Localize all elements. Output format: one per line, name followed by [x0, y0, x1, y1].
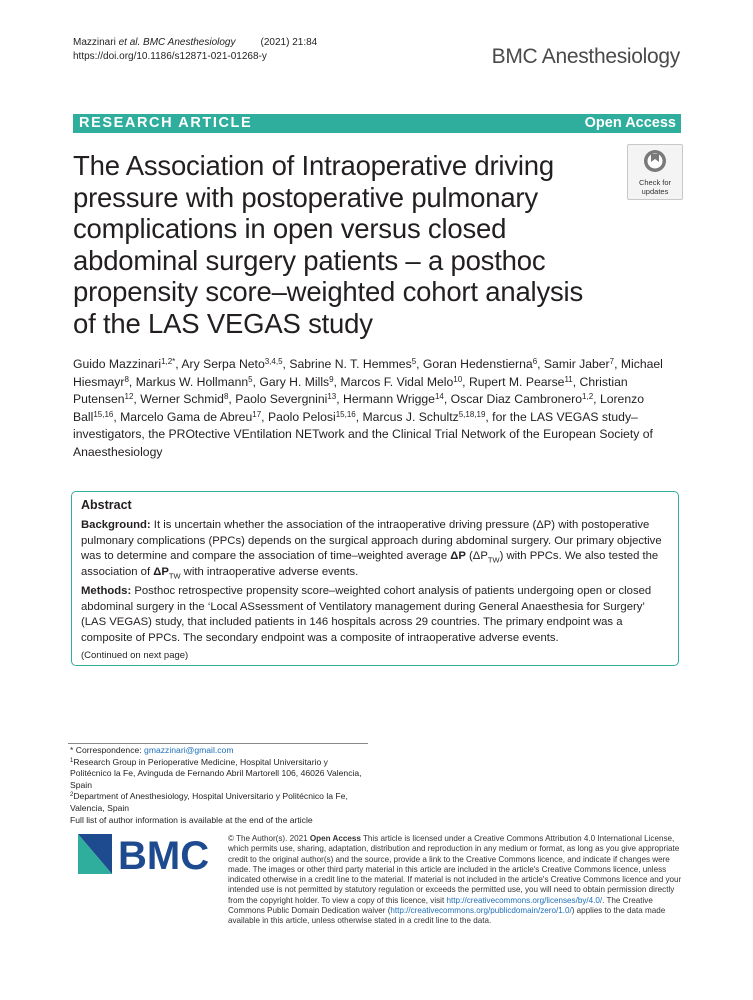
author-name: Markus W. Hollmann: [135, 374, 249, 389]
article-title: The Association of Intraoperative driving pressure with postoperative pulmonary complications in open versus closed abdominal surgery patients – a posthoc propensity score–weighted cohort analysis of the LAS VEGAS study: [73, 150, 584, 339]
author-name: Werner Schmid: [140, 392, 224, 407]
license-text: © The Author(s). 2021 Open Access This article is licensed under a Creative Commons Attribution 4.0 International License, which permits use, sharing, adaptation, distribution and reproduction in any medium or format, as long as you give appropriate credit to the original author(s) and the source, provide a link to the Creative Commons licence, and indicate if changes were made. The images or other third party material in this article are included in the article's Creative Commons licence, unless indicated otherwise in a credit line to the material. If material is not included in the article's Creative Commons licence and your intended use is not permitted by statutory regulation or exceeds the permitted use, you will need to obtain permission directly from the copyright holder. To view a copy of this licence, visit http://creativecommons.org/licenses/by/4.0/. The Creative Commons Public Domain Dedication waiver (http://creativecommons.org/publicdomain/zero/1.0/) applies to the data made available in this article, unless otherwise stated in a credit line to the data.: [228, 834, 682, 925]
author-affiliation: 12: [124, 392, 134, 402]
author-name: Guido Mazzinari: [73, 357, 162, 371]
abstract-background: Background: It is uncertain whether the association of the intraoperative driving pressure (ΔP) with postoperative pulmonary complications (PPCs) depends on the surgical approach during abdominal surgery. Our primary objective was to determine and compare the association of time–weighted average ΔP $(\Delta P_{TW})$ with PPCs. We also tested the association of $\Delta P_{TW}$ with intraoperative adverse events.: [81, 519, 662, 580]
author-affiliation: 13: [327, 392, 337, 402]
methods-label: Methods:: [81, 585, 132, 597]
footnote-divider: [68, 743, 368, 744]
author-name: Paolo Severgnini: [235, 392, 328, 407]
abstract-box: [71, 491, 679, 666]
continued-note: (Continued on next page): [81, 650, 189, 661]
author-name: Oscar Diaz Cambronero: [450, 392, 583, 407]
author-name: Lorenzo Ball: [73, 392, 644, 424]
author-affiliation: 6: [532, 357, 538, 366]
author-name: Sabrine N. T. Hemmes: [289, 357, 412, 371]
author-name: Hermann Wrigge: [343, 392, 435, 407]
citation-year: (2021) 21:84: [260, 37, 318, 48]
author-name: Marcelo Gama de Abreu: [120, 409, 253, 424]
abstract-heading: Abstract: [81, 498, 132, 512]
citation-journal: et al. BMC Anesthesiology: [118, 37, 236, 48]
correspondence-email[interactable]: gmazzinari@gmail.com: [144, 745, 234, 755]
author-name: Goran Hedenstierna: [422, 357, 533, 371]
author-group: , for the LAS VEGAS study–investigators, the PROtective VEntilation NETwork and the Clinical Trial Network of the European Society of Anaesthesiology: [73, 409, 653, 459]
author-affiliation: 15,16: [335, 409, 356, 419]
bmc-logo: [78, 832, 213, 876]
author-name: Michael Hiesmayr: [73, 357, 663, 389]
author-name: Marcus J. Schultz: [362, 409, 459, 424]
author-affiliation: 15,16: [93, 409, 114, 419]
author-affiliation: 7: [609, 357, 615, 366]
check-for-updates-badge[interactable]: [627, 144, 683, 200]
cc-zero-link[interactable]: http://creativecommons.org/publicdomain/zero/1.0/: [390, 905, 572, 915]
open-access-label: Open Access: [584, 115, 676, 131]
author-affiliation: 10: [453, 374, 463, 384]
author-affiliation: 9: [329, 374, 334, 384]
author-affiliation: 8: [124, 374, 129, 384]
correspondence: * Correspondence: gmazzinari@gmail.com: [70, 745, 234, 755]
author-name: Rupert M. Pearse: [468, 374, 565, 389]
author-name: Gary H. Mills: [259, 374, 330, 389]
background-label: Background:: [81, 519, 151, 531]
citation-author: Mazzinari: [73, 37, 116, 48]
cc-by-link[interactable]: http://creativecommons.org/licenses/by/4.0/: [446, 895, 603, 905]
author-name: Paolo Pelosi: [267, 409, 336, 424]
full-author-info-note: Full list of author information is available at the end of the article: [70, 814, 313, 825]
citation-header: [73, 36, 317, 64]
author-name: Samir Jaber: [543, 357, 610, 371]
article-banner: [73, 114, 681, 133]
affiliation-2: $^2$Department of Anesthesiology, Hospital Universitario y Politécnico la Fe, Valencia, Spain: [70, 791, 348, 813]
author-list: Guido Mazzinari$^{1,2*}$, Ary Serpa Neto$^{3,4,5}$, Sabrine N. T. Hemmes$^5$, Goran Hedenstierna$^6$, Samir Jaber$^7$, Michael Hiesmayr$^8$, Markus W. Hollmann$^5$, Gary H. Mills$^9$, Marcos F. Vidal Melo$^{10}$, Rupert M. Pearse$^{11}$, Christian Putensen$^{12}$, Werner Schmid$^8$, Paolo Severgnini$^{13}$, Hermann Wrigge$^{14}$, Oscar Diaz Cambronero$^{1,2}$, Lorenzo Ball$^{15,16}$, Marcelo Gama de Abreu$^{17}$, Paolo Pelosi$^{15,16}$, Marcus J. Schultz$^{5,18,19}$, for the LAS VEGAS study–investigators, the PROtective VEntilation NETwork and the Clinical Trial Network of the European Society of Anaesthesiology: [73, 357, 663, 459]
author-affiliation: 8: [223, 392, 229, 402]
author-name: Marcos F. Vidal Melo: [340, 374, 454, 389]
check-updates-line1: Check for: [638, 178, 672, 187]
author-affiliation: 17: [252, 409, 262, 419]
abstract-methods: Methods: Posthoc retrospective propensity score–weighted cohort analysis of patients undergoing open or closed abdominal surgery in the ‘Local ASsessment of Ventilatory management during General Anaesthesia for Surgery’ (LAS VEGAS) study, that included patients in 146 hospitals across 29 countries. The primary endpoint was a composite of PPCs. The secondary endpoint was a composite of intraoperative adverse events.: [81, 585, 652, 644]
author-name: Christian Putensen: [73, 374, 628, 407]
author-affiliation: 1,2*: [161, 357, 176, 366]
article-type: RESEARCH ARTICLE: [79, 115, 253, 131]
affiliation-1: $^1$Research Group in Perioperative Medicine, Hospital Universitario y Politécnico la Fe, Avinguda de Fernando Abril Martorell 106, 46026 Valencia, Spain: [70, 756, 362, 790]
bmc-logo-text: BMC: [118, 834, 210, 876]
author-affiliation: 5: [411, 357, 417, 366]
author-affiliation: 3,4,5: [264, 357, 283, 366]
footnotes: [70, 745, 370, 826]
author-affiliation: 1,2: [582, 392, 594, 402]
crossmark-icon: [643, 149, 667, 173]
author-affiliation: 5,18,19: [458, 409, 486, 419]
author-affiliation: 5: [248, 374, 253, 384]
check-updates-line2: updates: [641, 187, 669, 196]
author-affiliation: 14: [434, 392, 444, 402]
author-name: Ary Serpa Neto: [181, 357, 265, 371]
journal-name: BMC Anesthesiology: [491, 45, 680, 68]
author-affiliation: 11: [564, 374, 573, 384]
doi-link[interactable]: https://doi.org/10.1186/s12871-021-01268-y: [73, 51, 267, 62]
